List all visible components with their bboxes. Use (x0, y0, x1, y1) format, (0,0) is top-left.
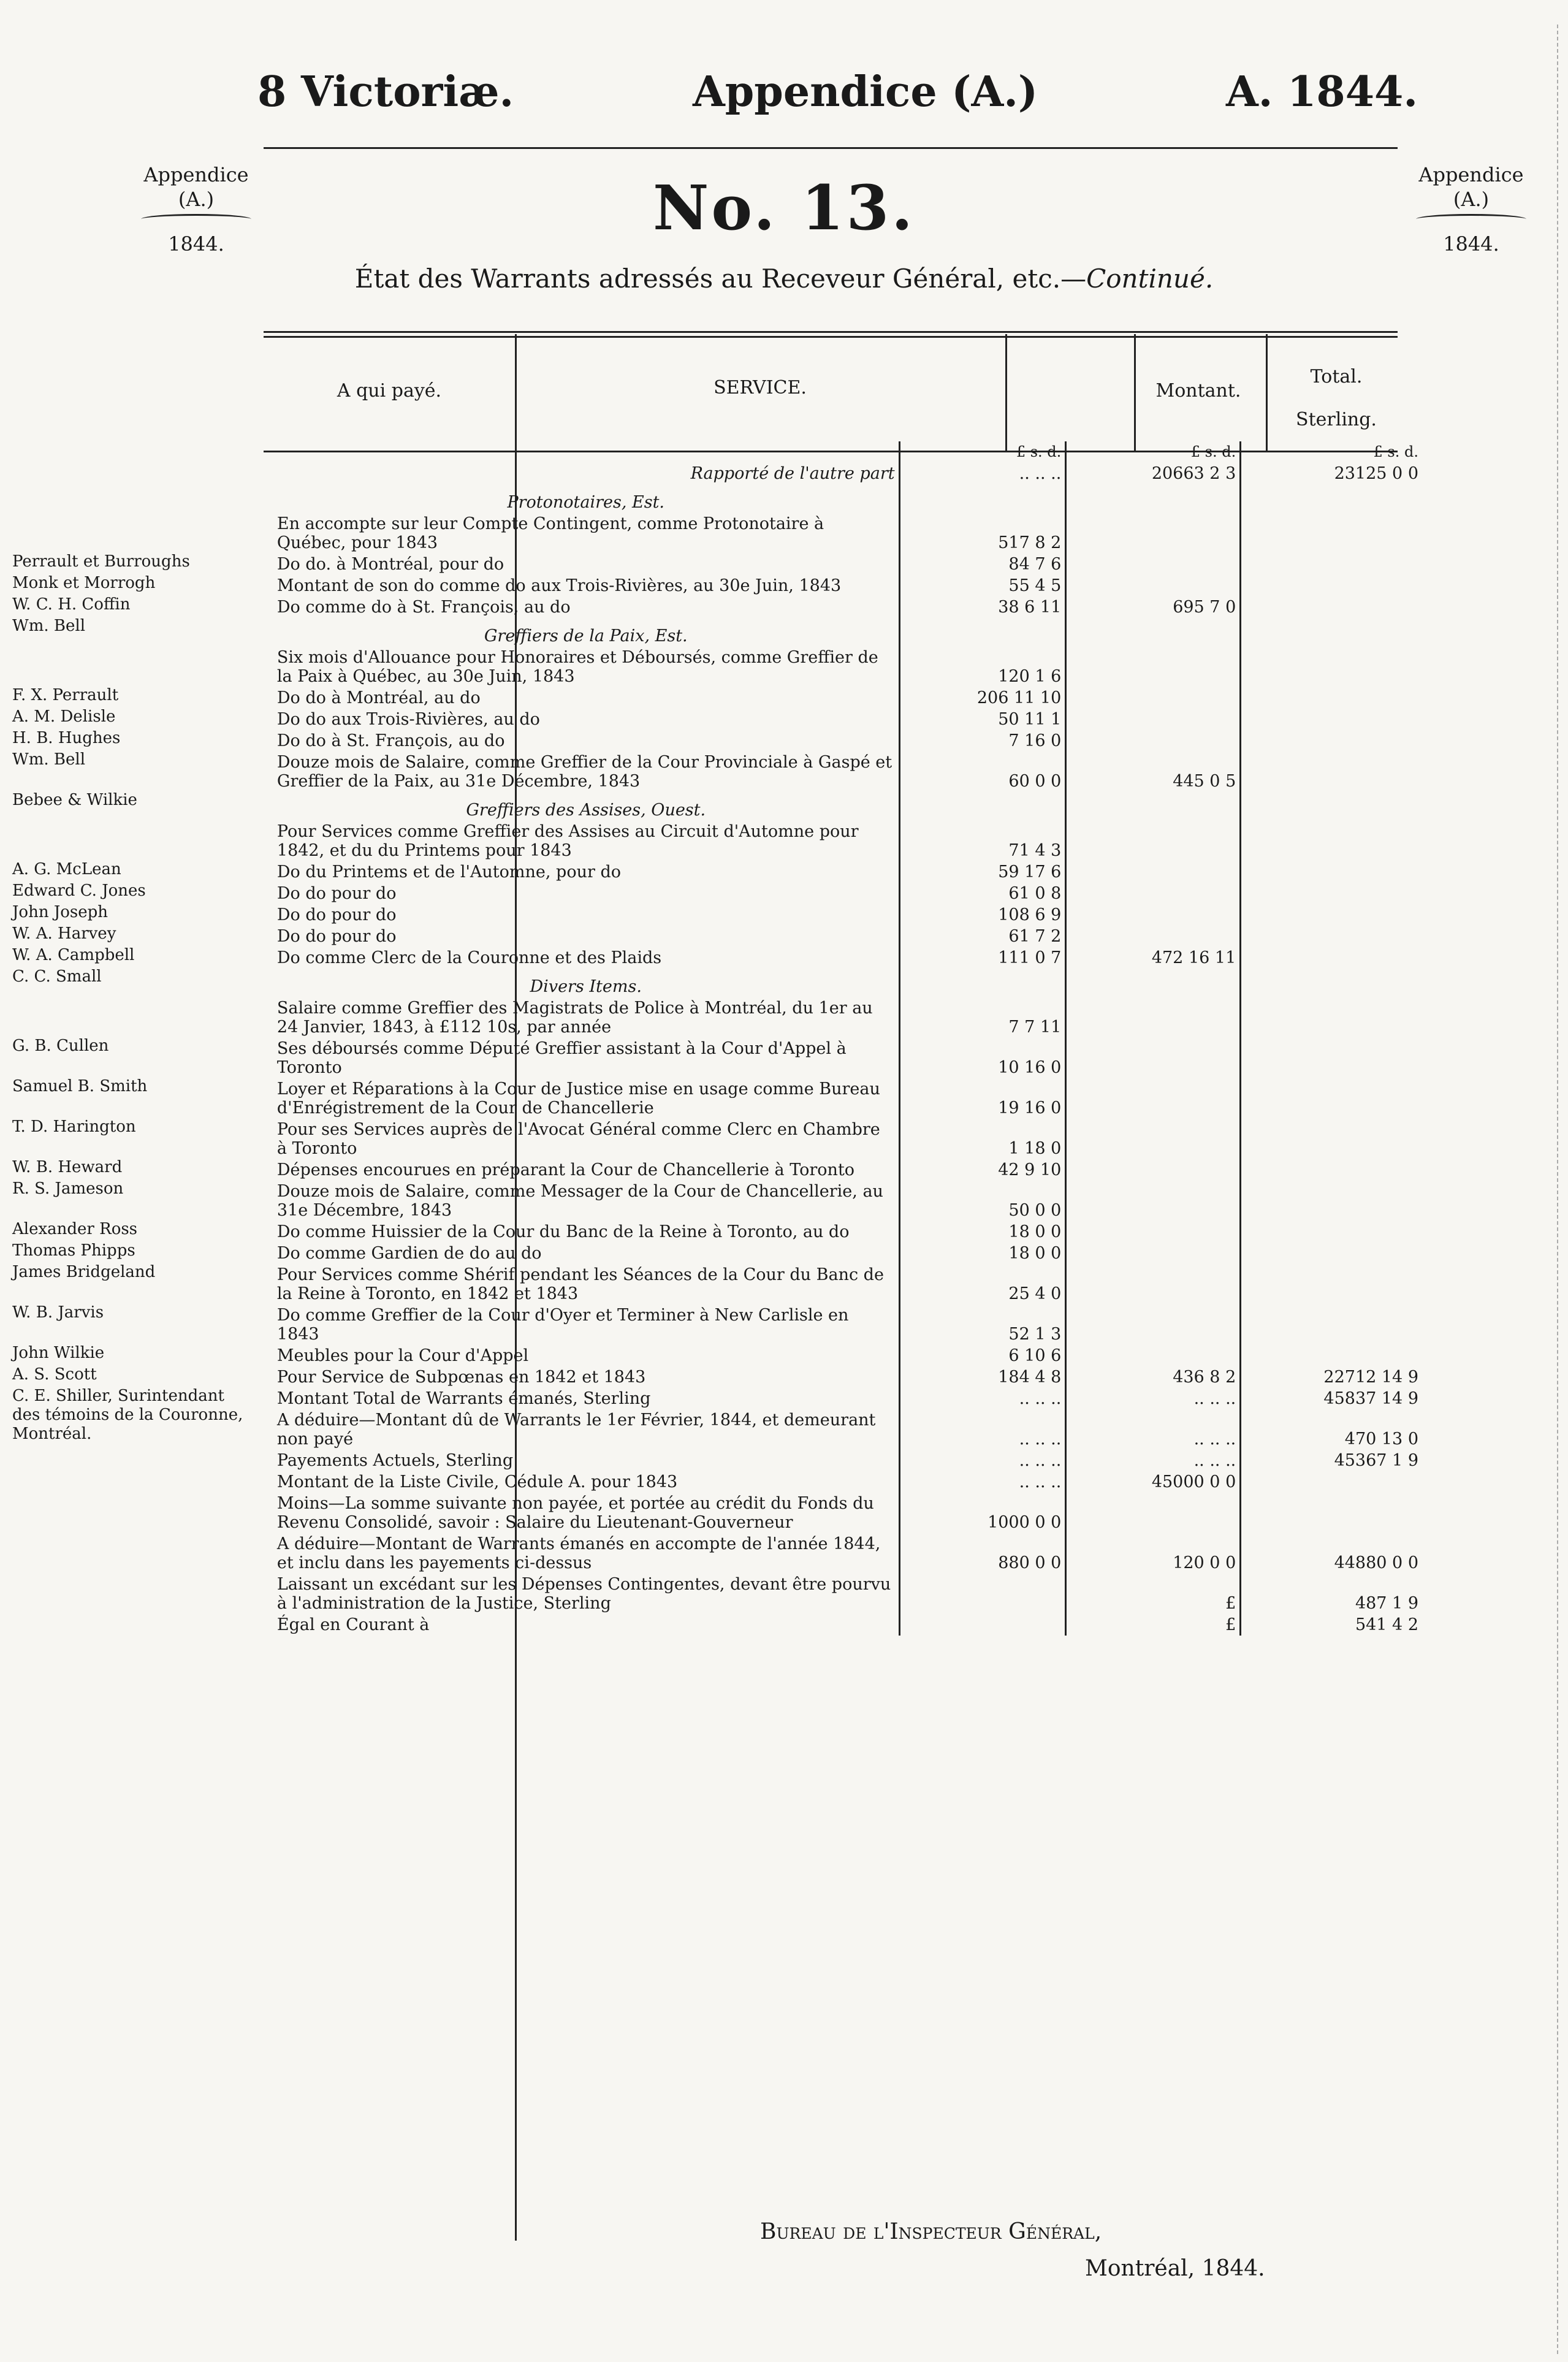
table-row (264, 1388, 1422, 1409)
amount-c3 (1241, 1119, 1422, 1159)
amount-c3 (1241, 1038, 1422, 1078)
amount-c2 (1066, 926, 1241, 947)
table-row (264, 1471, 1422, 1493)
service-description: Loyer et Réparations à la Cour de Justice mise en usage comme Bureau d'Enrégistrement de la Cour de Chancellerie (276, 1080, 880, 1118)
table-row (264, 1159, 1422, 1181)
amount-c1: 6 10 6 (899, 1345, 1066, 1366)
header-right: A. 1844. (1226, 67, 1418, 116)
warrants-table (12, 441, 1422, 1636)
amount-c3 (1241, 730, 1422, 752)
amount-c2 (1066, 904, 1241, 926)
service-description: Do do à Montréal, au do (276, 688, 481, 707)
amount-c2 (1066, 709, 1241, 730)
section-title: Protonotaires, Est. (507, 493, 665, 512)
table-row (264, 1366, 1422, 1388)
col-header-service: SERVICE. (714, 377, 807, 398)
payee-name: R. S. Jameson (12, 1179, 124, 1198)
col-header-payee: A qui payé. (337, 380, 442, 402)
service-description: Do do. à Montréal, pour do (276, 555, 504, 574)
currency-units: £ s. d. (899, 441, 1066, 463)
amount-c2: .. .. .. (1066, 1450, 1241, 1471)
amount-c2: £ (1066, 1614, 1241, 1636)
payee-name: Edward C. Jones (12, 882, 146, 900)
amount-c3 (1241, 1264, 1422, 1305)
amount-c3 (1241, 1471, 1422, 1493)
service-description: Montant de son do comme do aux Trois-Rivières, au 30e Juin, 1843 (276, 576, 842, 595)
col-divider-c3-header (1266, 334, 1268, 451)
amount-c2: 20663 2 3 (1066, 463, 1241, 484)
amount-c3 (1241, 1181, 1422, 1221)
table-row (264, 1181, 1422, 1221)
payee-name: James Bridgeland (12, 1263, 156, 1281)
currency-units-row (264, 441, 1422, 463)
amount-c1: 184 4 8 (899, 1366, 1066, 1388)
payee-name: Monk et Morrogh (12, 574, 156, 592)
payee-name: Wm. Bell (12, 750, 86, 769)
amount-c1: 38 6 11 (899, 596, 1066, 618)
amount-c3 (1241, 554, 1422, 575)
section-heading (264, 792, 1422, 821)
table-row (264, 1574, 1422, 1614)
service-description: Montant Total de Warrants émanés, Sterling (276, 1389, 651, 1408)
payee-name: Alexander Ross (12, 1220, 138, 1238)
amount-c1: 42 9 10 (899, 1159, 1066, 1181)
header-left: 8 Victoriæ. (257, 67, 514, 116)
document-number: No. 13. (653, 172, 915, 244)
amount-c2 (1066, 1305, 1241, 1345)
amount-c3: 23125 0 0 (1241, 463, 1422, 484)
amount-c3: 45837 14 9 (1241, 1388, 1422, 1409)
amount-c1: 71 4 3 (899, 821, 1066, 861)
amount-c2 (1066, 1243, 1241, 1264)
document-subtitle (0, 264, 1568, 294)
service-description: Dépenses encourues en préparant la Cour de Chancellerie à Toronto (276, 1160, 855, 1179)
service-description: Do do aux Trois-Rivières, au do (276, 710, 540, 729)
table-row (264, 463, 1422, 484)
service-description: Do do pour do (276, 905, 397, 924)
service-description: Rapporté de l'autre part (690, 464, 895, 483)
amount-c3 (1241, 1159, 1422, 1181)
payee-name: W. C. H. Coffin (12, 595, 131, 614)
table-row (264, 1038, 1422, 1078)
currency-units: £ s. d. (1066, 441, 1241, 463)
amount-c1: 111 0 7 (899, 947, 1066, 969)
payee-name: W. A. Harvey (12, 924, 116, 943)
col-header-amount: Montant. (1155, 380, 1241, 402)
amount-c1: .. .. .. (899, 1450, 1066, 1471)
payee-name: F. X. Perrault (12, 686, 119, 704)
amount-c1: 84 7 6 (899, 554, 1066, 575)
amount-c2: 436 8 2 (1066, 1366, 1241, 1388)
amount-c2 (1066, 861, 1241, 883)
amount-c3 (1241, 1243, 1422, 1264)
amount-c2 (1066, 1078, 1241, 1119)
payee-name: A. G. McLean (12, 860, 121, 878)
service-description: Salaire comme Greffier des Magistrats de Police à Montréal, du 1er au 24 Janvier, 1843, à £112 10s, par année (276, 999, 873, 1037)
amount-c2: 445 0 5 (1066, 752, 1241, 792)
payee-name: Samuel B. Smith (12, 1077, 148, 1095)
service-description: Payements Actuels, Sterling (276, 1451, 514, 1470)
table-row (264, 1345, 1422, 1366)
header-center: Appendice (A.) (693, 67, 1038, 116)
table-row (264, 752, 1422, 792)
amount-c3 (1241, 647, 1422, 687)
payee-name: Wm. Bell (12, 617, 86, 635)
amount-c3 (1241, 596, 1422, 618)
amount-c2 (1066, 1159, 1241, 1181)
service-description: Moins—La somme suivante non payée, et portée au crédit du Fonds du Revenu Consolidé, savoir : Salaire du Lieutenant-Gouverneur (276, 1494, 874, 1532)
amount-c3: 45367 1 9 (1241, 1450, 1422, 1471)
col-header-total-line2: Sterling. (1296, 409, 1377, 430)
section-title: Divers Items. (530, 977, 642, 996)
amount-c1: 18 0 0 (899, 1221, 1066, 1243)
service-description: Pour Service de Subpœnas en 1842 et 1843 (276, 1368, 646, 1387)
amount-c1: 52 1 3 (899, 1305, 1066, 1345)
service-description: En accompte sur leur Compte Contingent, comme Protonotaire à Québec, pour 1843 (276, 514, 824, 552)
footer-office: Bureau de l'Inspecteur Général, (760, 2219, 1102, 2244)
table-row (264, 904, 1422, 926)
service-description: Do comme Gardien de do au do (276, 1244, 542, 1263)
amount-c1: 517 8 2 (899, 513, 1066, 554)
amount-c3 (1241, 904, 1422, 926)
payee-name: C. E. Shiller, Surintendant des témoins de la Couronne, Montréal. (12, 1387, 243, 1443)
payee-name: C. C. Small (12, 967, 102, 986)
table-row (264, 1614, 1422, 1636)
service-description: Ses déboursés comme Député Greffier assistant à la Cour d'Appel à Toronto (276, 1039, 847, 1077)
amount-c1 (899, 1574, 1066, 1614)
table-row (264, 1533, 1422, 1574)
payee-name: T. D. Harington (12, 1118, 136, 1136)
amount-c3 (1241, 997, 1422, 1038)
amount-c1: .. .. .. (899, 1471, 1066, 1493)
service-description: Do comme Greffier de la Cour d'Oyer et Terminer à New Carlisle en 1843 (276, 1306, 849, 1344)
table-row (264, 730, 1422, 752)
col-divider-c1-header (1005, 334, 1007, 451)
amount-c1: 18 0 0 (899, 1243, 1066, 1264)
service-description: Pour Services comme Greffier des Assises au Circuit d'Automne pour 1842, et du du Printems pour 1843 (276, 822, 859, 860)
footer-place-date: Montréal, 1844. (1085, 2256, 1265, 2281)
amount-c2: 695 7 0 (1066, 596, 1241, 618)
service-description: Égal en Courant à (276, 1615, 430, 1634)
payee-name: H. B. Hughes (12, 729, 121, 747)
section-heading (264, 969, 1422, 997)
table-row (264, 513, 1422, 554)
amount-c1: 61 0 8 (899, 883, 1066, 904)
header-rule (264, 147, 1398, 149)
table-row (264, 575, 1422, 596)
amount-c3 (1241, 1305, 1422, 1345)
amount-c3: 470 13 0 (1241, 1409, 1422, 1450)
col-divider-c2-header (1134, 334, 1136, 451)
amount-c3 (1241, 687, 1422, 709)
amount-c1: 10 16 0 (899, 1038, 1066, 1078)
side-label-line1: Appendice (143, 163, 249, 186)
table-row (264, 947, 1422, 969)
amount-c1: 120 1 6 (899, 647, 1066, 687)
side-label-year: 1844. (168, 232, 224, 256)
amount-c3 (1241, 1078, 1422, 1119)
table-top-rule (264, 331, 1398, 333)
amount-c3 (1241, 883, 1422, 904)
amount-c2 (1066, 647, 1241, 687)
table-row (264, 1078, 1422, 1119)
table-row (264, 647, 1422, 687)
section-title: Greffiers des Assises, Ouest. (466, 801, 706, 820)
amount-c2 (1066, 575, 1241, 596)
amount-c3 (1241, 709, 1422, 730)
amount-c3 (1241, 752, 1422, 792)
amount-c2 (1066, 1221, 1241, 1243)
service-description: Do do pour do (276, 884, 397, 903)
amount-c3 (1241, 926, 1422, 947)
service-description: Meubles pour la Cour d'Appel (276, 1346, 529, 1365)
amount-c2 (1066, 513, 1241, 554)
amount-c3 (1241, 947, 1422, 969)
table-row (264, 709, 1422, 730)
amount-c3 (1241, 1345, 1422, 1366)
table-row (264, 1264, 1422, 1305)
amount-c1: 60 0 0 (899, 752, 1066, 792)
amount-c2 (1066, 1493, 1241, 1533)
side-label-line1: Appendice (1418, 163, 1524, 186)
payee-name: W. A. Campbell (12, 946, 135, 964)
section-heading (264, 618, 1422, 647)
amount-c2 (1066, 1345, 1241, 1366)
service-description: Do do à St. François, au do (276, 731, 505, 750)
amount-c3 (1241, 1221, 1422, 1243)
amount-c3: 541 4 2 (1241, 1614, 1422, 1636)
amount-c2 (1066, 687, 1241, 709)
amount-c2 (1066, 821, 1241, 861)
table-row (264, 926, 1422, 947)
amount-c2 (1066, 997, 1241, 1038)
amount-c2: 120 0 0 (1066, 1533, 1241, 1574)
amount-c1: 7 7 11 (899, 997, 1066, 1038)
service-description: Do do pour do (276, 927, 397, 946)
amount-c1 (899, 1614, 1066, 1636)
service-description: Douze mois de Salaire, comme Greffier de la Cour Provinciale à Gaspé et Greffier de la Paix, au 31e Décembre, 1843 (276, 753, 892, 791)
amount-c1: 206 11 10 (899, 687, 1066, 709)
amount-c2 (1066, 1038, 1241, 1078)
payee-name: A. M. Delisle (12, 707, 116, 726)
table-row (264, 1305, 1422, 1345)
table-row (264, 1493, 1422, 1533)
amount-c2: £ (1066, 1574, 1241, 1614)
service-description: Do comme Clerc de la Couronne et des Plaids (276, 948, 662, 967)
payee-name: John Wilkie (12, 1344, 105, 1362)
amount-c1: 7 16 0 (899, 730, 1066, 752)
service-description: Montant de la Liste Civile, Cédule A. pour 1843 (276, 1472, 678, 1491)
service-description: A déduire—Montant dû de Warrants le 1er Février, 1844, et demeurant non payé (276, 1411, 876, 1449)
table-row (264, 1221, 1422, 1243)
payee-name: John Joseph (12, 903, 108, 921)
table-top-rule-2 (264, 336, 1398, 338)
amount-c2 (1066, 1264, 1241, 1305)
amount-c2 (1066, 1119, 1241, 1159)
amount-c1: 50 11 1 (899, 709, 1066, 730)
amount-c3 (1241, 575, 1422, 596)
amount-c2 (1066, 883, 1241, 904)
amount-c1: 19 16 0 (899, 1078, 1066, 1119)
amount-c1: 1 18 0 (899, 1119, 1066, 1159)
amount-c1: 25 4 0 (899, 1264, 1066, 1305)
service-description: A déduire—Montant de Warrants émanés en accompte de l'année 1844, et inclu dans les payements ci-dessus (276, 1534, 881, 1572)
payee-name: G. B. Cullen (12, 1037, 109, 1055)
amount-c3: 487 1 9 (1241, 1574, 1422, 1614)
payee-name: Perrault et Burroughs (12, 552, 190, 571)
amount-c1: 1000 0 0 (899, 1493, 1066, 1533)
table-row (264, 554, 1422, 575)
section-heading (264, 484, 1422, 513)
payee-name: Thomas Phipps (12, 1241, 135, 1260)
service-description: Pour ses Services auprès de l'Avocat Général comme Clerc en Chambre à Toronto (276, 1120, 880, 1158)
amount-c3: 44880 0 0 (1241, 1533, 1422, 1574)
amount-c1: 108 6 9 (899, 904, 1066, 926)
currency-units: £ s. d. (1241, 441, 1422, 463)
amount-c1: .. .. .. (899, 1388, 1066, 1409)
table-row (264, 1450, 1422, 1471)
table-row (264, 883, 1422, 904)
subtitle-prefix: État des Warrants adressés au Receveur Général, etc.— (354, 264, 1087, 294)
amount-c2 (1066, 554, 1241, 575)
table-row (264, 861, 1422, 883)
side-label-line2: (A.) (1453, 188, 1490, 211)
service-description: Do comme do à St. François, au do (276, 598, 571, 617)
table-row (264, 687, 1422, 709)
table-row (264, 1243, 1422, 1264)
service-description: Laissant un excédant sur les Dépenses Contingentes, devant être pourvu à l'administration de la Justice, Sterling (276, 1575, 891, 1613)
amount-c3 (1241, 1493, 1422, 1533)
amount-c3 (1241, 821, 1422, 861)
amount-c1: 880 0 0 (899, 1533, 1066, 1574)
amount-c1: 55 4 5 (899, 575, 1066, 596)
amount-c3 (1241, 861, 1422, 883)
table-row (264, 1119, 1422, 1159)
amount-c2: 45000 0 0 (1066, 1471, 1241, 1493)
service-description: Douze mois de Salaire, comme Messager de la Cour de Chancellerie, au 31e Décembre, 1843 (276, 1182, 883, 1220)
amount-c1: 59 17 6 (899, 861, 1066, 883)
section-title: Greffiers de la Paix, Est. (484, 627, 688, 646)
amount-c3 (1241, 513, 1422, 554)
table-row (264, 596, 1422, 618)
amount-c2: .. .. .. (1066, 1388, 1241, 1409)
col-header-total (1272, 356, 1401, 441)
col-header-total-line1: Total. (1310, 366, 1363, 387)
amount-c2 (1066, 1181, 1241, 1221)
service-description: Pour Services comme Shérif pendant les Séances de la Cour du Banc de la Reine à Toronto, en 1842 et 1843 (276, 1265, 884, 1303)
service-description: Six mois d'Allouance pour Honoraires et Déboursés, comme Greffier de la Paix à Québec, au 30e Juin, 1843 (276, 648, 878, 686)
amount-c1: .. .. .. (899, 463, 1066, 484)
amount-c1: 61 7 2 (899, 926, 1066, 947)
table-row (264, 1409, 1422, 1450)
amount-c3: 22712 14 9 (1241, 1366, 1422, 1388)
table-row (264, 997, 1422, 1038)
payee-name: W. B. Jarvis (12, 1303, 104, 1322)
service-description: Do du Printems et de l'Automne, pour do (276, 863, 621, 882)
service-description: Do comme Huissier de la Cour du Banc de la Reine à Toronto, au do (276, 1222, 850, 1241)
side-label-line2: (A.) (178, 188, 215, 211)
amount-c1: .. .. .. (899, 1409, 1066, 1450)
payee-name: A. S. Scott (12, 1365, 97, 1384)
amount-c1: 50 0 0 (899, 1181, 1066, 1221)
table-row (264, 821, 1422, 861)
side-label-year: 1844. (1443, 232, 1499, 256)
payee-name: W. B. Heward (12, 1158, 123, 1176)
amount-c2: .. .. .. (1066, 1409, 1241, 1450)
amount-c2: 472 16 11 (1066, 947, 1241, 969)
payee-name: Bebee & Wilkie (12, 791, 137, 809)
amount-c2 (1066, 730, 1241, 752)
subtitle-suffix: Continué. (1086, 264, 1214, 294)
